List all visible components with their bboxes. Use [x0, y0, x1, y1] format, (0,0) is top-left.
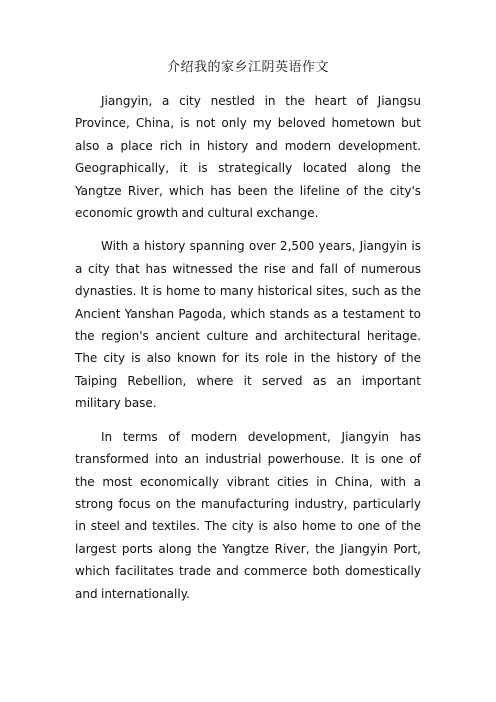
paragraph-history: With a history spanning over 2,500 years, Jiangyin is a city that has witnessed the rise and fall of numerous dynasties. It is home to many historical sites, such as the Ancient Yanshan Pagoda, which stands as a testament to the region's ancient culture and architectural heritage. The city is also known for its role in the history of the Taiping Rebellion, where it served as an important military base.	[75, 239, 421, 411]
document-title: 介绍我的家乡江阴英语作文	[166, 60, 329, 75]
paragraph-modern-development: In terms of modern development, Jiangyin has transformed into an industrial powerhouse. It is one of the most economically vibrant cities in China, with a strong focus on the manufacturing industry, particularly in steel and textiles. The city is also home to one of the largest ports along the Yangtze River, the Jiangyin Port, which facilitates trade and commerce both domestically and internationally.	[75, 429, 421, 601]
document-page	[75, 58, 421, 616]
paragraph-intro: Jiangyin, a city nestled in the heart of Jiangsu Province, China, is not only my beloved hometown but also a place rich in history and modern development. Geographically, it is strategically located along the Yangtze River, which has been the lifeline of the city's economic growth and cultural exchange.	[75, 94, 421, 221]
